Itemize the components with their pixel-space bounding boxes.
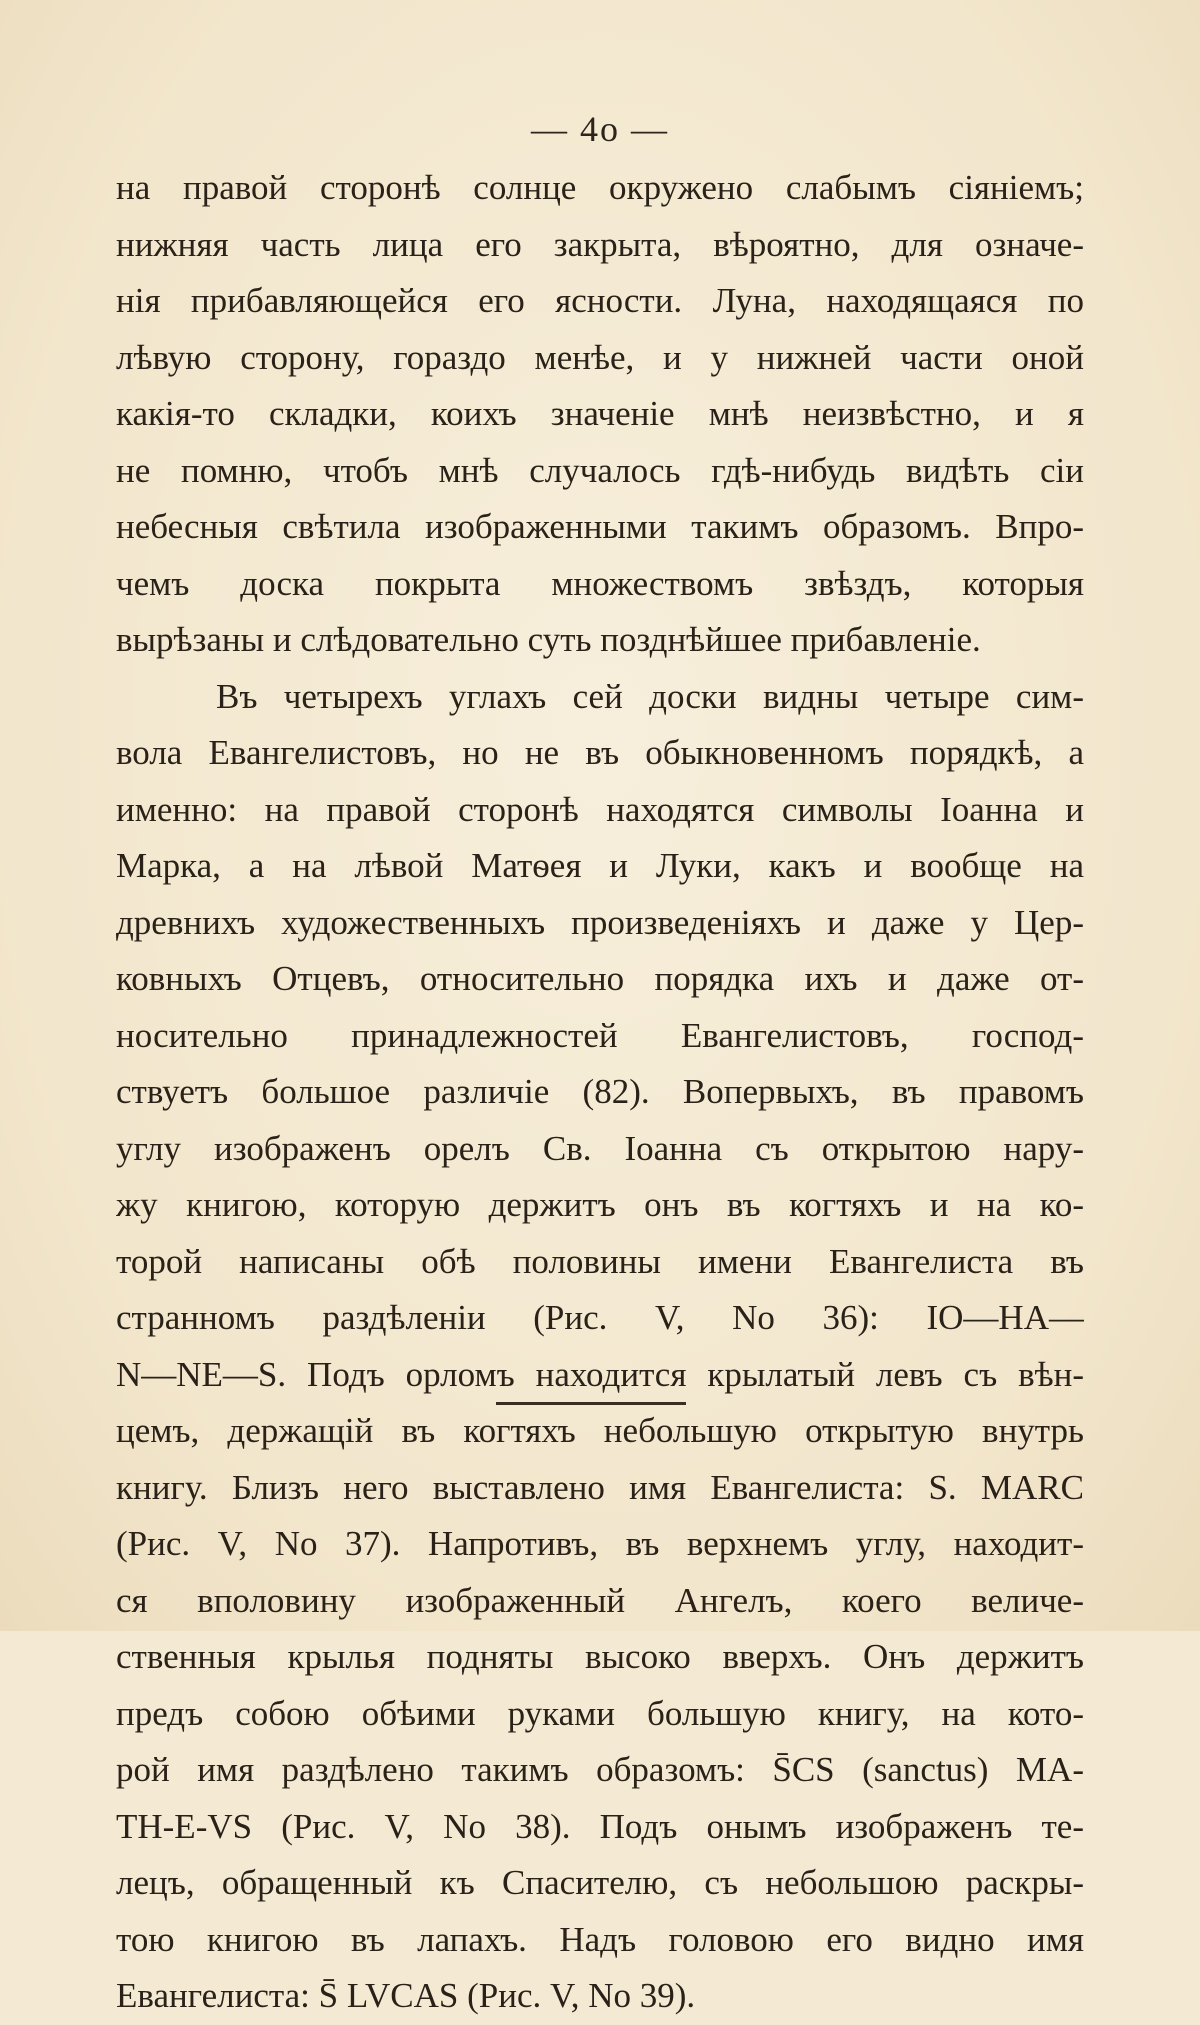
end-rule [496, 1402, 686, 1405]
text-line: ся вполовину изображенный Ангелъ, коего величе- [116, 1580, 1084, 1620]
text-line: ственныя крылья подняты высоко вверхъ. Онъ держитъ [116, 1637, 1084, 1676]
text-line: Въ четырехъ углахъ сей доски видны четыре сим- [216, 676, 1084, 716]
page-number: — 4o — [531, 109, 669, 149]
text-line: вола Евангелистовъ, но не въ обыкновенномъ порядкѣ, а [116, 733, 1084, 772]
text-line: книгу. Близъ него выставлено имя Евангелиста: S. MARC [116, 1467, 1084, 1507]
text-line: торой написаны обѣ половины имени Евангелиста въ [116, 1241, 1084, 1281]
text-line: N—NE—S. Подъ орломъ находится крылатый левъ съ вѣн- [116, 1354, 1084, 1394]
text-line: лецъ, обращенный къ Спасителю, съ небольшою раскры- [116, 1863, 1084, 1902]
text-line: TH-E-VS (Рис. V, No 38). Подъ онымъ изображенъ те- [116, 1806, 1084, 1846]
text-line: рой имя раздѣлено такимъ образомъ: S̄CS (sanctus) MA- [116, 1750, 1084, 1789]
text-line: не помню, чтобъ мнѣ случалось гдѣ-нибудь видѣть сіи [116, 450, 1084, 490]
text-line: цемъ, держащій въ когтяхъ небольшую открытую внутрь [116, 1411, 1084, 1450]
text-line: тою книгою въ лапахъ. Надъ головою его видно имя [116, 1919, 1084, 1959]
text-line: древнихъ художественныхъ произведеніяхъ и даже у Цер- [116, 902, 1084, 942]
text-line: нія прибавляющейся его ясности. Луна, находящаяся по [116, 281, 1084, 320]
text-line: предъ собою обѣими руками большую книгу, на кото- [116, 1693, 1084, 1733]
text-line: вырѣзаны и слѣдовательно суть позднѣйшее прибавленіе. [116, 620, 981, 659]
body-text [116, 160, 1084, 2025]
text-line: чемъ доска покрыта множествомъ звѣздъ, которыя [116, 563, 1084, 603]
text-line: ковныхъ Отцевъ, относительно порядка ихъ и даже от- [116, 959, 1084, 998]
text-line: Марка, а на лѣвой Матѳея и Луки, какъ и вообще на [116, 846, 1084, 885]
text-line: странномъ раздѣленіи (Рис. V, No 36): IO—HA— [116, 1298, 1084, 1337]
text-line: жу книгою, которую держитъ онъ въ когтяхъ и на ко- [116, 1185, 1084, 1224]
text-line: какія-то складки, коихъ значеніе мнѣ неизвѣстно, и я [116, 394, 1084, 433]
text-line: именно: на правой сторонѣ находятся символы Іоанна и [116, 789, 1084, 829]
text-line: углу изображенъ орелъ Св. Іоанна съ открытою нару- [116, 1128, 1084, 1168]
text-line: Евангелиста: S̄ LVCAS (Рис. V, No 39). [116, 1976, 696, 2015]
text-line: на правой сторонѣ солнце окружено слабымъ сіяніемъ; [116, 168, 1084, 207]
text-line: носительно принадлежностей Евангелистовъ, господ- [116, 1015, 1084, 1055]
text-line: (Рис. V, No 37). Напротивъ, въ верхнемъ углу, находит- [116, 1524, 1084, 1563]
text-line: ствуетъ большое различіе (82). Вопервыхъ, въ правомъ [116, 1072, 1084, 1111]
text-line: небесныя свѣтила изображенными такимъ образомъ. Впро- [116, 507, 1084, 546]
text-line: лѣвую сторону, гораздо менѣе, и у нижней части оной [116, 337, 1084, 377]
text-line: нижняя часть лица его закрыта, вѣроятно, для означе- [116, 224, 1084, 264]
